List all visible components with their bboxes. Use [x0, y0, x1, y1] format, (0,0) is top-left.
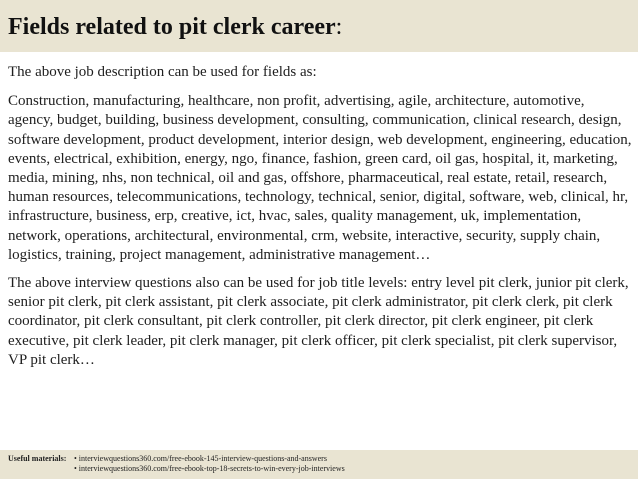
useful-materials — [8, 454, 638, 474]
fields-paragraph: Construction, manufacturing, healthcare, non profit, advertising, agile, architecture, automotive, agency, budget, building, business development, consulting, communication, clinical research, design, software development, product development, interior design, web development, engineering, education, events, electrical, exhibition, energy, ngo, finance, fashion, green card, oil gas, hospital, it, marketing, media, mining, nhs, non technical, oil and gas, offshore, pharmaceutical, real estate, retail, research, human resources, telecommunications, technology, technical, senior, digital, software, web, clinical, hr, infrastructure, business, erp, creative, ict, hvac, sales, quality management, uk, implementation, network, operations, architectural, environmental, crm, website, interactive, security, supply chain, logistics, training, project management, administrative management… — [8, 93, 632, 263]
slide-footer — [0, 450, 638, 479]
page-title-colon: : — [335, 14, 343, 40]
slide-body — [8, 63, 632, 379]
useful-materials-label: Useful materials: — [8, 454, 67, 463]
useful-materials-links — [74, 454, 345, 474]
ebook-link-145-questions[interactable]: • interviewquestions360.com/free-ebook-145-interview-questions-and-answers — [74, 454, 327, 463]
page-title — [8, 13, 638, 41]
job-levels-paragraph: The above interview questions also can be used for job title levels: entry level pit clerk, junior pit clerk, senior pit clerk, pit clerk assistant, pit clerk associate, pit clerk administrator, pit clerk clerk, pit clerk coordinator, pit clerk consultant, pit clerk controller, pit clerk director, pit clerk engineer, pit clerk executive, pit clerk leader, pit clerk manager, pit clerk officer, pit clerk specialist, pit clerk supervisor, VP pit clerk… — [8, 275, 629, 368]
ebook-link-18-secrets[interactable]: • interviewquestions360.com/free-ebook-top-18-secrets-to-win-every-job-interviews — [74, 464, 345, 473]
slide-header — [0, 0, 638, 52]
page-title-text: Fields related to pit clerk career — [8, 14, 336, 40]
intro-text: The above job description can be used for fields as: — [8, 64, 317, 80]
